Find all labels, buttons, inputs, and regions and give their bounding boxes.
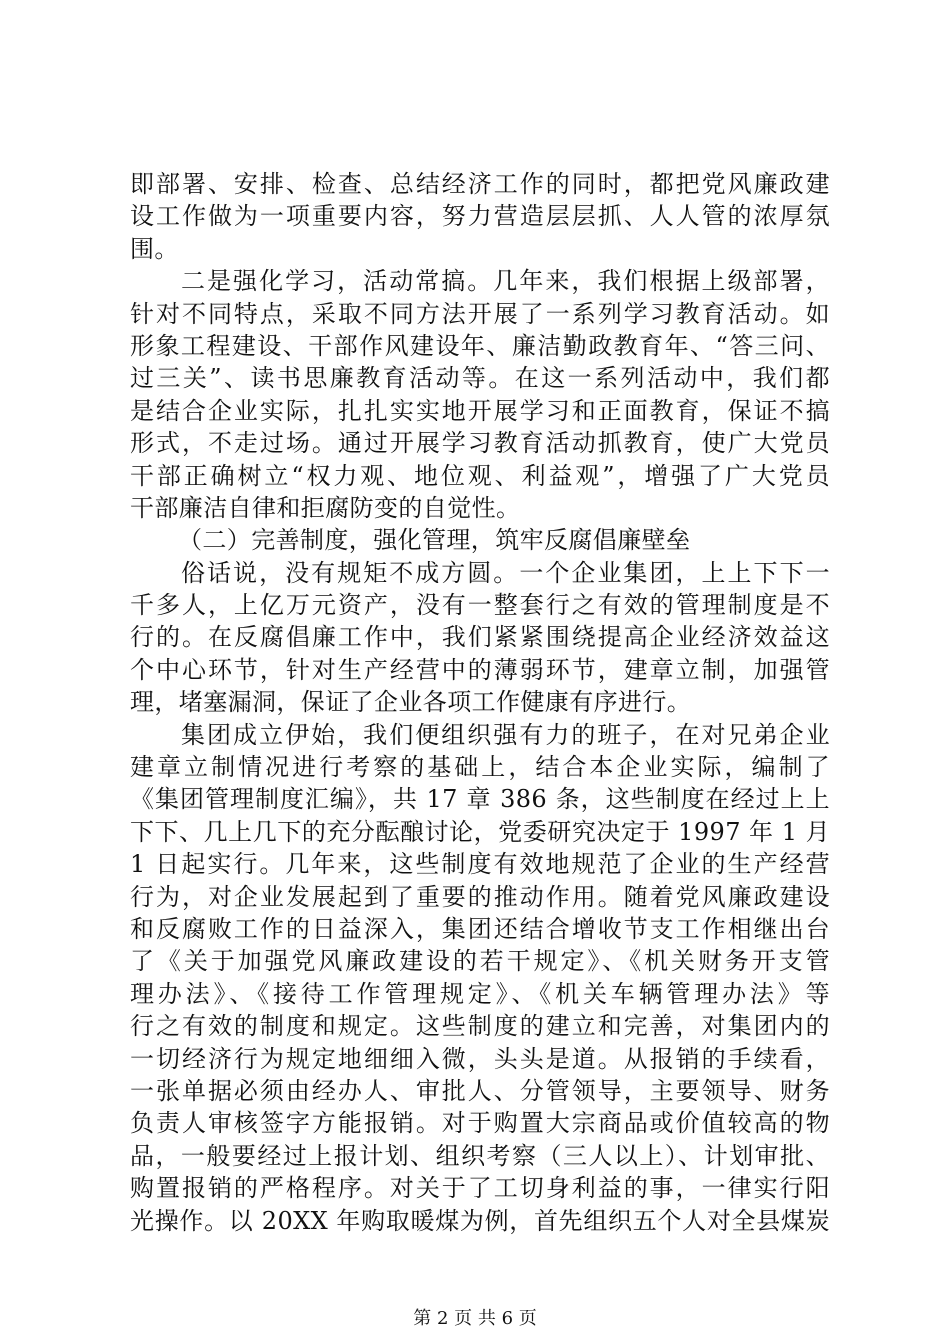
text-line: 了《关于加强党风廉政建设的若干规定》、《机关财务开支管	[130, 947, 830, 976]
text-line: 干部廉洁自律和拒腐防变的自觉性。	[130, 493, 521, 522]
text-line: 建章立制情况进行考察的基础上，结合本企业实际，编制了	[130, 753, 830, 782]
text-line: 一切经济行为规定地细细入微，头头是道。从报销的手续看，	[130, 1044, 830, 1073]
text-line: 形象工程建设、干部作风建设年、廉洁勤政教育年、“答三问、	[130, 331, 830, 360]
text-line: 理办法》、《接待工作管理规定》、《机关车辆管理办法》等	[130, 979, 830, 1008]
text-line: 购置报销的严格程序。对关于了工切身利益的事，一律实行阳	[130, 1174, 830, 1203]
text-line: 针对不同特点，采取不同方法开展了一系列学习教育活动。如	[130, 299, 830, 328]
text-line: 和反腐败工作的日益深入，集团还结合增收节支工作相继出台	[130, 914, 830, 943]
text-line: 下下、几上几下的充分酝酿讨论，党委研究决定于 1997 年 1 月	[130, 817, 830, 846]
text-line: 干部正确树立“权力观、地位观、利益观”，增强了广大党员	[130, 461, 830, 490]
text-line: 光操作。以 20XX 年购取暖煤为例，首先组织五个人对全县煤炭	[130, 1206, 830, 1235]
text-line: 千多人，上亿万元资产，没有一整套行之有效的管理制度是不	[130, 591, 830, 620]
section-heading: （二）完善制度，强化管理，筑牢反腐倡廉壁垒	[178, 526, 691, 555]
text-line: 形式，不走过场。通过开展学习教育活动抓教育，使广大党员	[130, 429, 830, 458]
text-line: 是结合企业实际，扎扎实实地开展学习和正面教育，保证不搞	[130, 396, 830, 425]
text-line: 设工作做为一项重要内容，努力营造层层抓、人人管的浓厚氛	[130, 202, 830, 231]
text-line: 个中心环节，针对生产经营中的薄弱环节，建章立制，加强管	[130, 655, 830, 684]
text-line: 《集团管理制度汇编》，共 17 章 386 条，这些制度在经过上上	[130, 785, 830, 814]
document-body	[130, 168, 830, 1237]
text-line: 围。	[130, 234, 179, 263]
text-line: 一张单据必须由经办人、审批人、分管领导，主要领导、财务	[130, 1076, 830, 1105]
text-line: 1 日起实行。几年来，这些制度有效地规范了企业的生产经营	[130, 850, 830, 879]
text-line: 俗话说，没有规矩不成方圆。一个企业集团，上上下下一	[181, 558, 830, 587]
text-line: 负责人审核签字方能报销。对于购置大宗商品或价值较高的物	[130, 1109, 830, 1138]
page-footer: 第 2 页 共 6 页	[413, 1308, 537, 1329]
text-line: 行为，对企业发展起到了重要的推动作用。随着党风廉政建设	[130, 882, 830, 911]
text-line: 理，堵塞漏洞，保证了企业各项工作健康有序进行。	[130, 688, 692, 717]
text-line: 品，一般要经过上报计划、组织考察（三人以上）、计划审批、	[130, 1141, 830, 1170]
text-line: 集团成立伊始，我们便组织强有力的班子，在对兄弟企业	[181, 720, 830, 749]
text-line: 即部署、安排、检查、总结经济工作的同时，都把党风廉政建	[130, 170, 830, 198]
text-line: 过三关”、读书思廉教育活动等。在这一系列活动中，我们都	[130, 364, 830, 393]
text-line: 二是强化学习，活动常搞。几年来，我们根据上级部署，	[181, 267, 830, 296]
text-line: 行之有效的制度和规定。这些制度的建立和完善，对集团内的	[130, 1012, 830, 1041]
text-line: 行的。在反腐倡廉工作中，我们紧紧围绕提高企业经济效益这	[130, 623, 830, 652]
